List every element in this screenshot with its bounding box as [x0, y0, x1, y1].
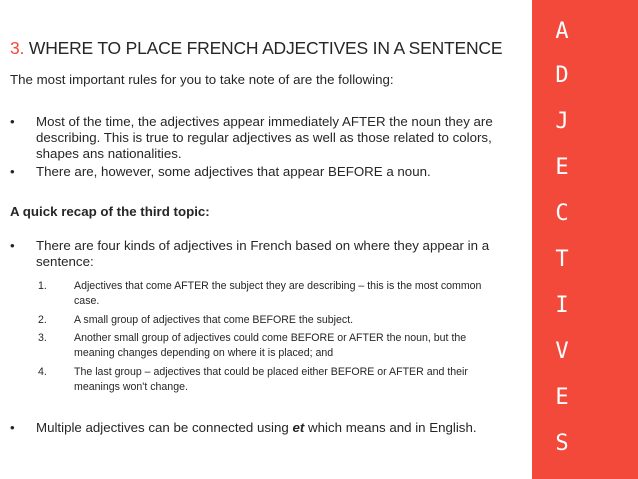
kind-number: 2. — [38, 314, 47, 326]
kind-text: The last group – adjectives that could be placed either BEFORE or AFTER and their meanings won't change. — [74, 366, 468, 393]
vertical-title-sidebar — [532, 0, 638, 479]
sidebar-letter: E — [555, 385, 569, 410]
slide-content — [10, 0, 530, 479]
bullet-dot: • — [10, 238, 15, 253]
kind-number: 3. — [38, 332, 47, 344]
bullet-dot: • — [10, 420, 15, 435]
bullet-dot: • — [10, 114, 15, 129]
kind-number: 4. — [38, 366, 47, 378]
sidebar-letter: T — [555, 247, 569, 272]
sidebar-letter: C — [555, 201, 569, 226]
slide-title — [10, 38, 535, 59]
et-emphasis: et — [292, 420, 305, 435]
sidebar-letter: A — [555, 19, 569, 44]
sidebar-letter: V — [555, 339, 569, 364]
title-text: WHERE TO PLACE FRENCH ADJECTIVES IN A SENTENCE — [28, 38, 503, 58]
sidebar-letter: S — [555, 431, 569, 456]
kinds-intro: There are four kinds of adjectives in French based on where they appear in a sentence: — [36, 238, 490, 269]
kind-text: A small group of adjectives that come BEFORE the subject. — [74, 314, 354, 326]
sidebar-letter: I — [555, 293, 569, 318]
rule-text-2: There are, however, some adjectives that appear BEFORE a noun. — [36, 164, 431, 179]
recap-heading: A quick recap of the third topic: — [10, 204, 210, 219]
sidebar-letter: D — [555, 63, 569, 88]
bullet-dot: • — [10, 164, 15, 179]
kind-text: Adjectives that come AFTER the subject they are describing – this is the most common case. — [74, 280, 482, 307]
kind-number: 1. — [38, 280, 47, 292]
final-text: Multiple adjectives can be connected using et which means and in English. — [36, 420, 477, 435]
intro-text: The most important rules for you to take note of are the following: — [10, 72, 394, 87]
kind-text: Another small group of adjectives could come BEFORE or AFTER the noun, but the meaning changes depending on where it is placed; and — [74, 332, 467, 359]
rule-text-1: Most of the time, the adjectives appear immediately AFTER the noun they are describing. This is true to regular adjectives as well as those related to colors, shapes ans nationalities. — [36, 114, 493, 161]
title-number: 3. — [10, 38, 25, 58]
sidebar-letter: J — [555, 109, 569, 134]
sidebar-letter: E — [555, 155, 569, 180]
